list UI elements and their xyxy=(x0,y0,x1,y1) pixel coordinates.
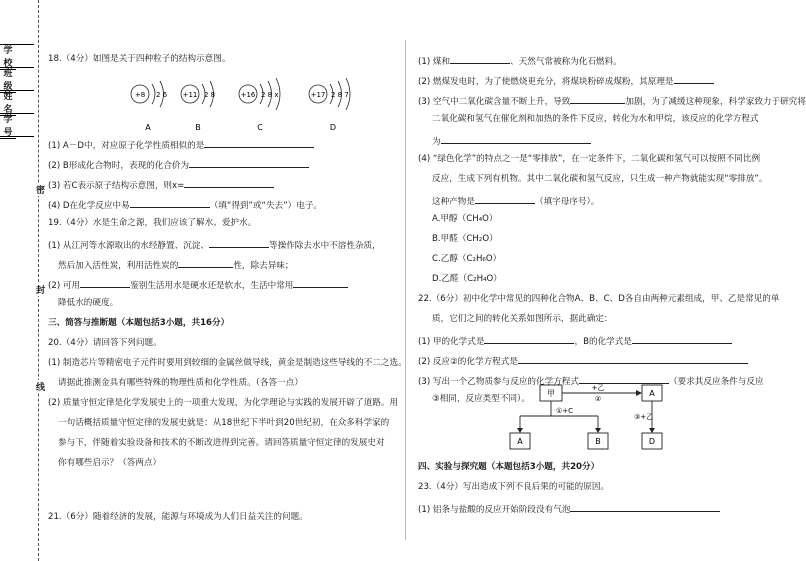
particle-d-shells: 2 8 7 xyxy=(331,91,349,99)
q21-option-a: A.甲醇（CH₄O） xyxy=(432,214,498,224)
q23-line-1: (1) 铝条与盐酸的反应开始阶段没有气泡 xyxy=(418,502,720,515)
column-divider xyxy=(405,40,406,540)
q20-line-3: (2) 质量守恒定律是化学发展史上的一项重大发现，为化学理论与实践的发展开辟了道路。用 xyxy=(48,398,399,408)
answer-blank[interactable] xyxy=(184,178,274,188)
seal-line xyxy=(38,0,39,561)
particle-b-shells: 2 8 xyxy=(204,91,216,99)
particle-a-label: A xyxy=(145,123,151,132)
box-d-label: D xyxy=(648,437,656,446)
particle-c-shells: 2 8 x xyxy=(261,91,279,99)
q21-line-1: (1) 煤和 、天然气常被称为化石燃料。 xyxy=(418,54,622,67)
q20-line-4: 一句话概括质量守恒定律的发展史就是：从18世纪下半叶到20世纪初，在众多科学家的 xyxy=(58,418,390,428)
particle-c-nucleus: +16 xyxy=(240,91,256,99)
answer-blank[interactable] xyxy=(209,238,269,248)
reaction-1-label: ①+C xyxy=(556,407,574,415)
answer-blank[interactable] xyxy=(441,134,591,144)
q21-line-8: 这种产物是 （填字母序号）。 xyxy=(432,194,599,207)
q20-line-2: 请据此推测金具有哪些特殊的物理性质和化学性质。（各答一点） xyxy=(58,378,303,388)
particle-b-label: B xyxy=(195,123,201,132)
answer-blank[interactable] xyxy=(178,258,233,268)
q18-item-2: (2) B形成化合物时，表现的化合价为 xyxy=(48,158,309,171)
q21-option-c: C.乙醇（C₂H₆O） xyxy=(432,254,502,264)
q22-line-3: (1) 甲的化学式是 ，B的化学式是 xyxy=(418,334,732,347)
answer-blank[interactable] xyxy=(674,74,714,84)
box-b-label: B xyxy=(595,437,601,446)
section-4-heading: 四、实验与探究题（本题包括3小题，共20分） xyxy=(418,462,600,472)
q23-stem: 23.（4分）写出造成下列不良后果的可能的原因。 xyxy=(418,482,610,492)
answer-blank[interactable] xyxy=(450,54,510,64)
answer-blank[interactable] xyxy=(293,278,348,288)
particle-diagrams xyxy=(128,70,398,132)
section-3-heading: 三、简答与推断题（本题包括3小题，共16分） xyxy=(48,318,230,328)
q19-line-1: (1) 从江河等水源取出的水经静置、沉淀、 等操作除去水中不溶性杂质， xyxy=(48,238,381,251)
reaction-2-number: ② xyxy=(594,395,602,403)
q19-line-2: 然后加入活性炭，利用活性炭的 性，除去异味； xyxy=(58,258,294,271)
sidebar-school: 学 校 xyxy=(0,44,34,67)
q18-item-1: (1) A－D中，对应原子化学性质相似的是 xyxy=(48,138,314,151)
box-a-top-label: A xyxy=(649,389,655,398)
particle-d-label: D xyxy=(329,123,337,132)
sidebar-name: 姓 名 xyxy=(0,90,34,113)
answer-blank[interactable] xyxy=(570,94,625,104)
sidebar-class: 班 级 xyxy=(0,67,34,90)
particle-a xyxy=(131,81,168,132)
q21-line-5: 为 xyxy=(432,134,591,147)
q21-stem: 21.（6分）随着经济的发展，能源与环境成为人们日益关注的问题。 xyxy=(48,512,308,522)
fold-mark-xian: 线 xyxy=(36,380,45,393)
q22-line-4: (2) 反应②的化学方程式是 xyxy=(418,354,748,367)
answer-blank[interactable] xyxy=(484,334,574,344)
q21-line-2: (2) 燃煤发电时，为了使燃烧更充分，将煤块粉碎成煤粉，其原理是 xyxy=(418,74,714,87)
answer-blank[interactable] xyxy=(632,334,732,344)
particle-a-nucleus: +8 xyxy=(134,91,146,99)
particle-b xyxy=(181,81,215,132)
student-info-sidebar xyxy=(0,44,34,137)
q20-line-1: (1) 制造芯片等精密电子元件时要用到较细的金属丝做导线，黄金是制造这些导线的不二之选。 xyxy=(48,358,407,368)
q21-line-3: (3) 空气中二氧化碳含量不断上升，导致 加剧，为了减缓这种现象，科学家致力于研究将 xyxy=(418,94,806,107)
q18-item-3: (3) 若C表示原子结构示意图，则x= xyxy=(48,178,274,191)
q20-stem: 20.（4分）请回答下列问题。 xyxy=(48,338,162,348)
q19-line-4: 降低水的硬度。 xyxy=(58,298,119,308)
answer-blank[interactable] xyxy=(80,278,130,288)
particle-b-nucleus: +11 xyxy=(182,91,198,99)
q21-line-4: 二氧化碳和氢气在催化剂和加热的条件下反应，转化为水和甲烷，该反应的化学方程式 xyxy=(432,114,759,124)
transformation-diagram xyxy=(518,382,688,454)
answer-blank[interactable] xyxy=(204,138,314,148)
q22-line-1: 22.（6分）初中化学中常见的四种化合物A、B、C、D各自由两种元素组成，甲、乙是常见的单 xyxy=(418,294,780,304)
answer-blank[interactable] xyxy=(518,354,748,364)
reaction-3-label: ③+乙 xyxy=(634,413,654,421)
fold-mark-feng: 封 xyxy=(36,283,45,296)
q20-line-6: 你有哪些启示？（答两点） xyxy=(58,458,162,468)
answer-blank[interactable] xyxy=(189,158,309,168)
q19-stem: 19.（4分）水是生命之源，我们应该了解水、爱护水。 xyxy=(48,218,257,228)
q21-line-6: (4) “绿色化学”的特点之一是“零排放”，在一定条件下，二氧化碳和氢气可以按照不同比例 xyxy=(418,154,761,164)
sidebar-id: 学 号 xyxy=(0,113,34,137)
q22-line-6: ③相同，反应类型不同）。 xyxy=(432,394,530,404)
q20-line-5: 参与下，伴随着实验设备和技术的不断改进得到完善。请回答质量守恒定律的发展史对 xyxy=(58,438,385,448)
q22-line-2: 质，它们之间的转化关系如图所示，据此确定： xyxy=(432,314,613,324)
fold-mark-mi: 密 xyxy=(36,183,45,196)
q19-line-3: (2) 可用 鉴别生活用水是硬水还是软水，生活中常用 xyxy=(48,278,348,291)
particle-c xyxy=(239,78,280,132)
particle-c-label: C xyxy=(257,123,263,132)
q21-option-d: D.乙醛（C₂H₄O） xyxy=(432,274,502,284)
particle-d xyxy=(309,78,350,132)
reaction-2-reagent: +乙 xyxy=(591,384,605,392)
box-jia-label: 甲 xyxy=(547,389,555,398)
particle-a-shells: 2 6 xyxy=(156,91,168,99)
particle-d-nucleus: +17 xyxy=(310,91,326,99)
q21-line-7: 反应，生成下列有机物。其中二氧化碳和氢气反应，只生成一种产物就能实现“零排放”。 xyxy=(432,174,768,184)
answer-blank[interactable] xyxy=(570,502,720,512)
answer-blank[interactable] xyxy=(130,198,210,208)
box-a-bottom-label: A xyxy=(517,437,523,446)
q21-option-b: B.甲醛（CH₂O） xyxy=(432,234,498,244)
q18-item-4: (4) D在化学反应中易 （填“得到”或“失去”）电子。 xyxy=(48,198,322,211)
q18-stem: 18.（4分）如图是关于四种粒子的结构示意图。 xyxy=(48,54,231,64)
q22-line-5: (3) 写出一个乙物质参与反应的化学方程式 （要求其反应条件与反应 xyxy=(418,374,764,387)
answer-blank[interactable] xyxy=(475,194,535,204)
